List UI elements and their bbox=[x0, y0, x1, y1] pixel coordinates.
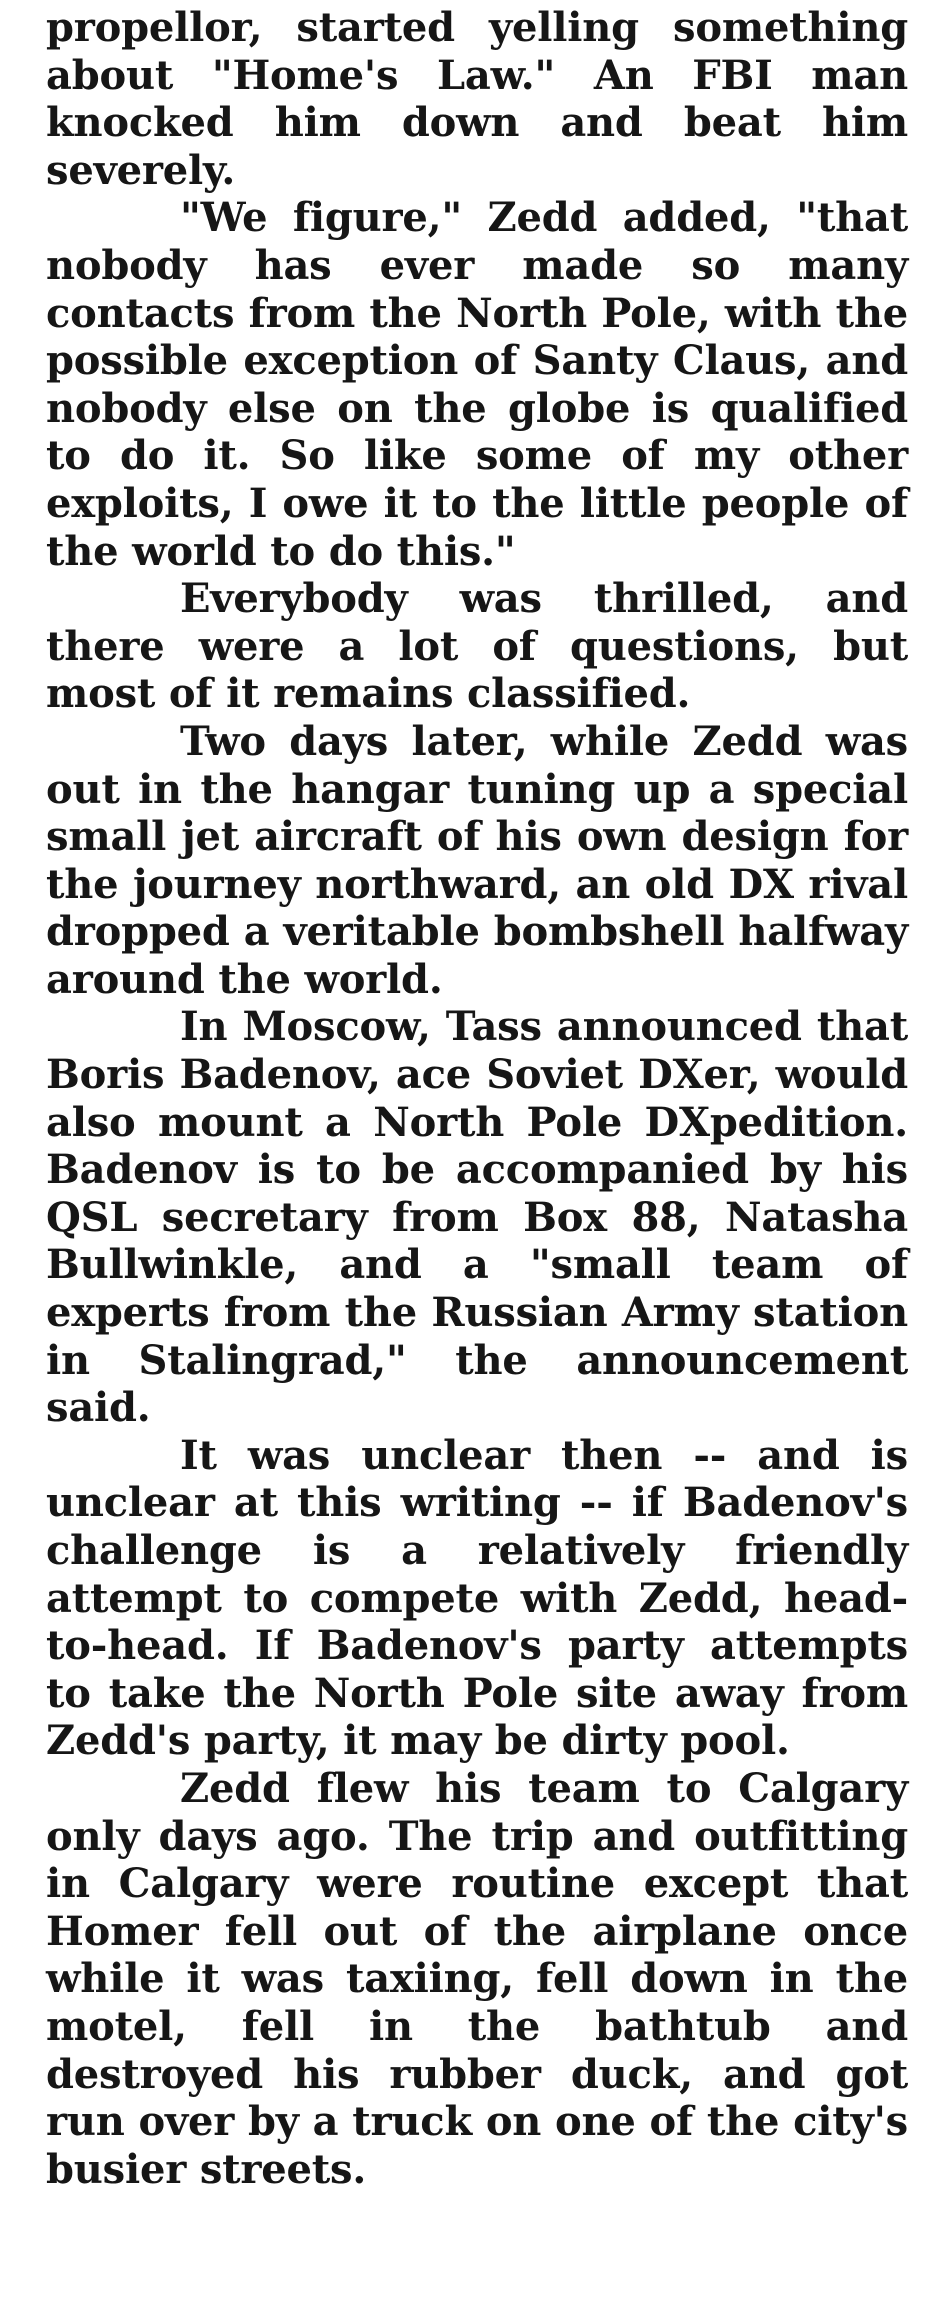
article-paragraph-6: It was unclear then -- and is unclear at this writing -- if Badenov's challenge is a relatively friendly attempt to compete with Zedd, head-to-head. If Badenov's party attempts to take the North Pole site away from Zedd's party, it may be dirty pool. bbox=[46, 1431, 908, 1765]
article-paragraph-5: In Moscow, Tass announced that Boris Badenov, ace Soviet DXer, would also mount a North Pole DXpedition. Badenov is to be accompanied by his QSL secretary from Box 88, Natasha Bullwinkle, and a "small team of experts from the Russian Army station in Stalingrad," the announcement said. bbox=[46, 1003, 908, 1432]
article-column bbox=[46, 4, 908, 2193]
article-paragraph-1: propellor, started yelling something about "Home's Law." An FBI man knocked him down and beat him severely. bbox=[46, 4, 908, 194]
article-paragraph-4: Two days later, while Zedd was out in the hangar tuning up a special small jet aircraft of his own design for the journey northward, an old DX rival dropped a veritable bombshell halfway around the world. bbox=[46, 717, 908, 1003]
article-paragraph-7: Zedd flew his team to Calgary only days ago. The trip and outfitting in Calgary were routine except that Homer fell out of the airplane once while it was taxiing, fell down in the motel, fell in the bathtub and destroyed his rubber duck, and got run over by a truck on one of the city's busier streets. bbox=[46, 1764, 908, 2193]
article-paragraph-3: Everybody was thrilled, and there were a lot of questions, but most of it remains classified. bbox=[46, 575, 908, 718]
article-paragraph-2: "We figure," Zedd added, "that nobody has ever made so many contacts from the North Pole, with the possible exception of Santy Claus, and nobody else on the globe is qualified to do it. So like some of my other exploits, I owe it to the little people of the world to do this." bbox=[46, 194, 908, 575]
